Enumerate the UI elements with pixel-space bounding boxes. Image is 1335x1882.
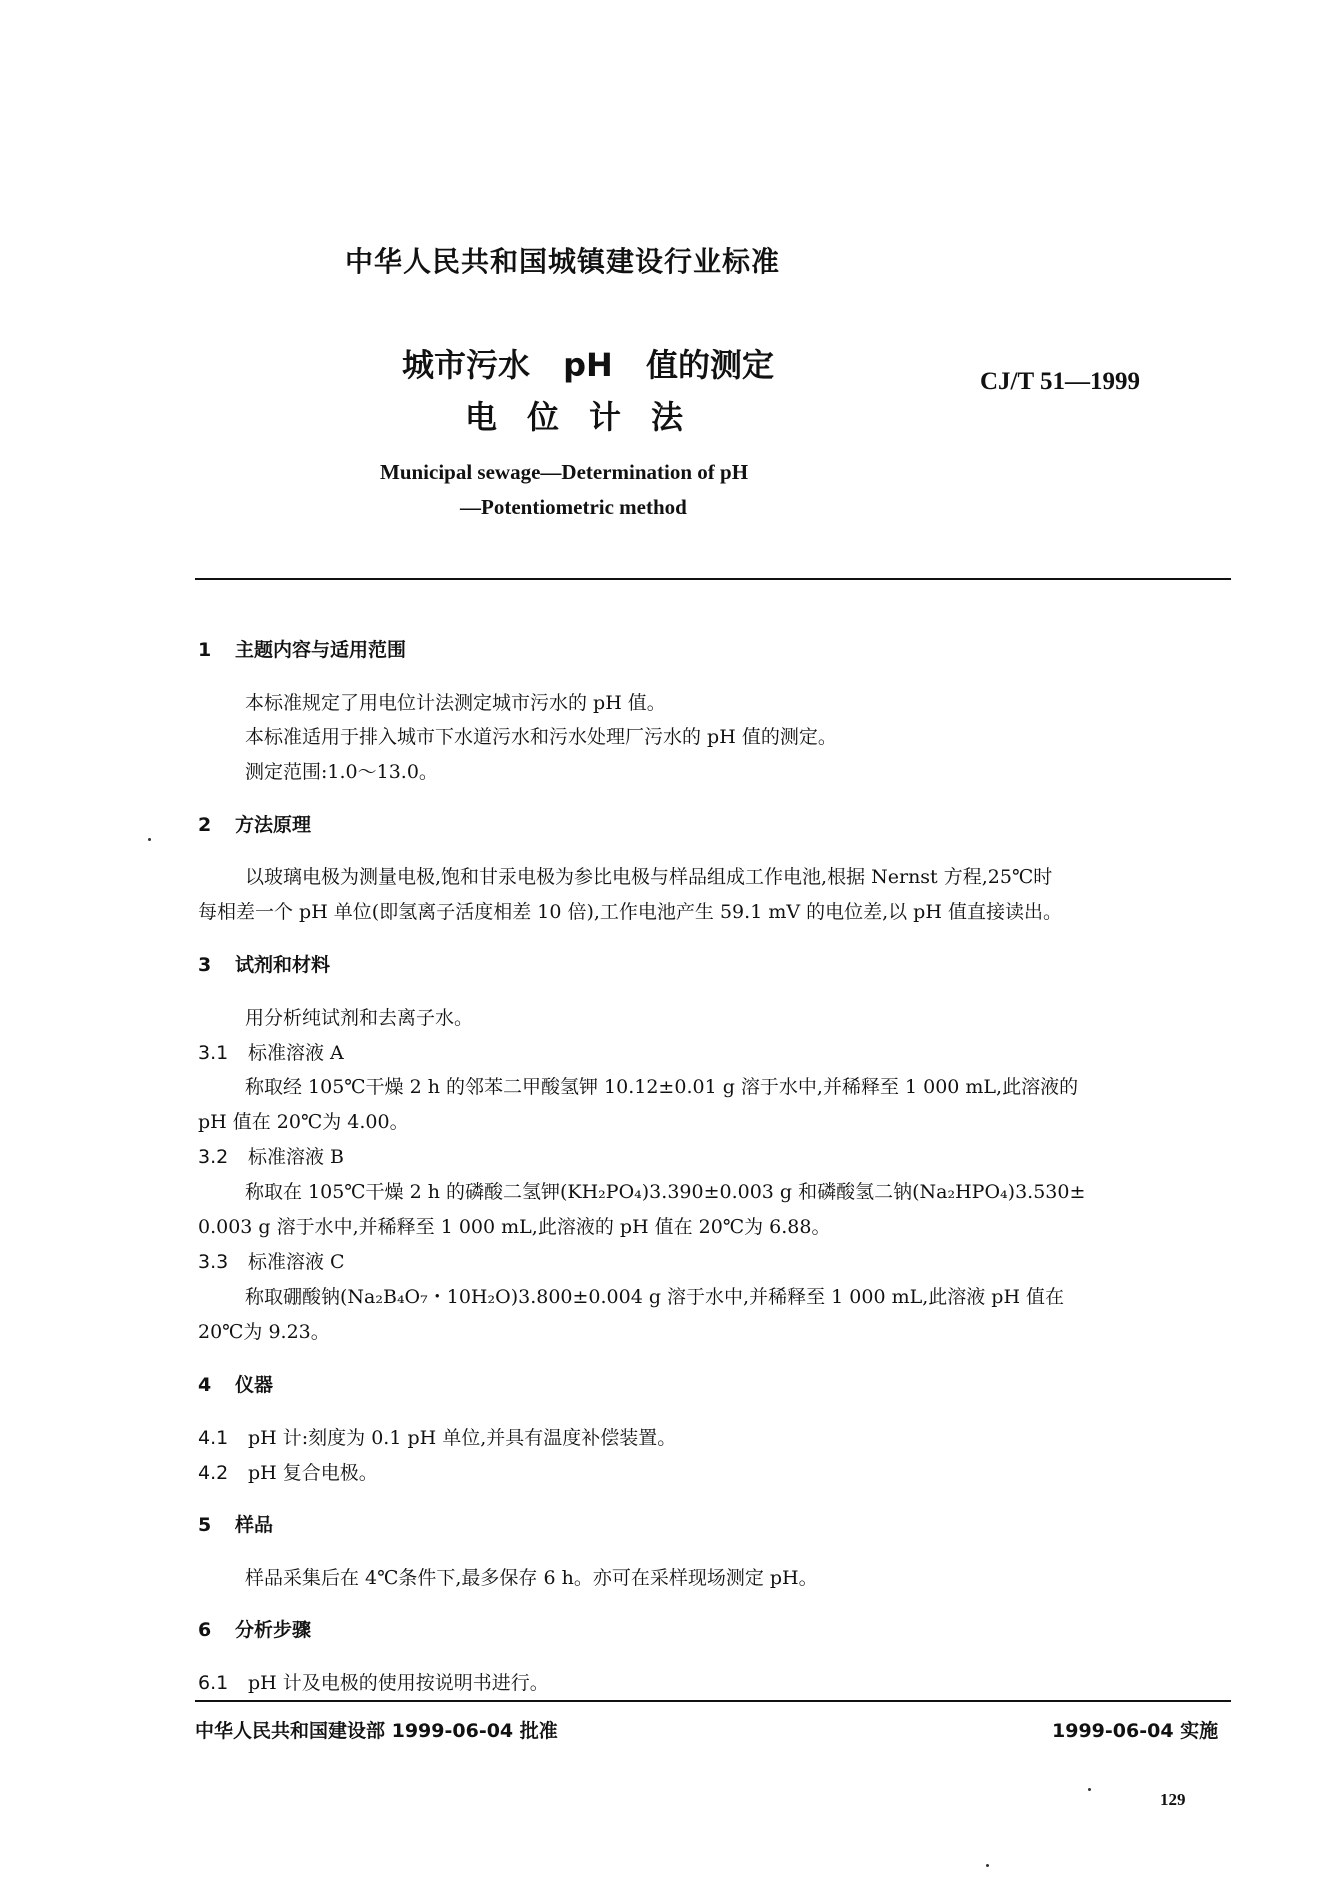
paragraph-line: 每相差一个 pH 单位(即氢离子活度相差 10 倍),工作电池产生 59.1 mV 的电位差,以 pH 值直接读出。 — [198, 901, 1062, 923]
section-title: 分析步骤 — [235, 1619, 312, 1641]
paragraph: 本标准规定了用电位计法测定城市污水的 pH 值。 — [245, 692, 666, 714]
subsection-title: 标准溶液 C — [248, 1251, 345, 1273]
section-5-heading — [198, 1510, 273, 1537]
paragraph: 用分析纯试剂和去离子水。 — [245, 1007, 474, 1029]
section-4-heading — [198, 1370, 273, 1397]
subsection-number: 3.2 — [198, 1146, 229, 1168]
section-number: 5 — [198, 1514, 212, 1536]
subsection-number: 4.1 — [198, 1427, 229, 1449]
subsection-text: pH 计:刻度为 0.1 pH 单位,并具有温度补偿装置。 — [248, 1427, 677, 1449]
section-number: 3 — [198, 954, 212, 976]
subsection-title: 标准溶液 B — [248, 1146, 345, 1168]
subsection-3-3-heading — [198, 1247, 345, 1274]
paragraph: 样品采集后在 4℃条件下,最多保存 6 h。亦可在采样现场测定 pH。 — [245, 1567, 818, 1589]
subsection-title: 标准溶液 A — [248, 1042, 344, 1064]
section-title: 主题内容与适用范围 — [235, 639, 407, 661]
english-title-line2: —Potentiometric method — [460, 495, 687, 519]
paragraph-line: 20℃为 9.23。 — [198, 1321, 330, 1343]
footer-divider — [195, 1700, 1231, 1702]
paragraph: 本标准适用于排入城市下水道污水和污水处理厂污水的 pH 值的测定。 — [245, 726, 837, 748]
paragraph-line: 以玻璃电极为测量电极,饱和甘汞电极为参比电极与样品组成工作电池,根据 Nernst 方程,25℃时 — [245, 866, 1053, 888]
section-title: 样品 — [235, 1514, 274, 1536]
scan-speck — [1088, 1788, 1091, 1791]
section-title: 试剂和材料 — [235, 954, 331, 976]
section-6-heading — [198, 1615, 311, 1642]
subsection-number: 4.2 — [198, 1462, 229, 1484]
subsection-text: pH 计及电极的使用按说明书进行。 — [248, 1672, 549, 1694]
title-line2: 电位计法 — [465, 398, 714, 436]
subsection-6-1 — [198, 1668, 549, 1695]
section-3-heading — [198, 950, 330, 977]
english-title-line1: Municipal sewage—Determination of pH — [380, 460, 749, 484]
approval-line: 中华人民共和国建设部 1999-06-04 批准 — [195, 1720, 558, 1742]
subsection-4-2 — [198, 1458, 378, 1485]
subsection-3-2-heading — [198, 1142, 344, 1169]
paragraph-line: 称取在 105℃干燥 2 h 的磷酸二氢钾(KH₂PO₄)3.390±0.003 g 和磷酸氢二钠(Na₂HPO₄)3.530± — [245, 1181, 1086, 1203]
standard-code: CJ/T 51—1999 — [980, 368, 1140, 395]
scan-speck — [148, 838, 151, 841]
section-2-heading — [198, 810, 311, 837]
section-number: 2 — [198, 814, 212, 836]
page-number: 129 — [1160, 1790, 1186, 1809]
subsection-number: 3.3 — [198, 1251, 229, 1273]
section-number: 4 — [198, 1374, 212, 1396]
subsection-number: 3.1 — [198, 1042, 229, 1064]
subsection-3-1-heading — [198, 1038, 344, 1065]
section-title: 仪器 — [235, 1374, 274, 1396]
title-line1: 城市污水 pH 值的测定 — [402, 346, 774, 384]
scan-speck — [986, 1864, 989, 1867]
subsection-4-1 — [198, 1423, 676, 1450]
header-divider — [195, 578, 1231, 580]
effective-date: 1999-06-04 实施 — [1052, 1720, 1219, 1742]
paragraph-line: pH 值在 20℃为 4.00。 — [198, 1111, 409, 1133]
paragraph-line: 称取经 105℃干燥 2 h 的邻苯二甲酸氢钾 10.12±0.01 g 溶于水中,并稀释至 1 000 mL,此溶液的 — [245, 1076, 1079, 1098]
standard-name: 中华人民共和国城镇建设行业标准 — [345, 245, 781, 278]
section-number: 6 — [198, 1619, 212, 1641]
paragraph-line: 称取硼酸钠(Na₂B₄O₇・10H₂O)3.800±0.004 g 溶于水中,并稀释至 1 000 mL,此溶液 pH 值在 — [245, 1286, 1065, 1308]
subsection-text: pH 复合电极。 — [248, 1462, 378, 1484]
subsection-number: 6.1 — [198, 1672, 229, 1694]
section-title: 方法原理 — [235, 814, 312, 836]
section-1-heading — [198, 635, 406, 662]
paragraph-line: 0.003 g 溶于水中,并稀释至 1 000 mL,此溶液的 pH 值在 20℃为 6.88。 — [198, 1216, 831, 1238]
paragraph: 测定范围:1.0～13.0。 — [245, 761, 438, 783]
section-number: 1 — [198, 639, 212, 661]
